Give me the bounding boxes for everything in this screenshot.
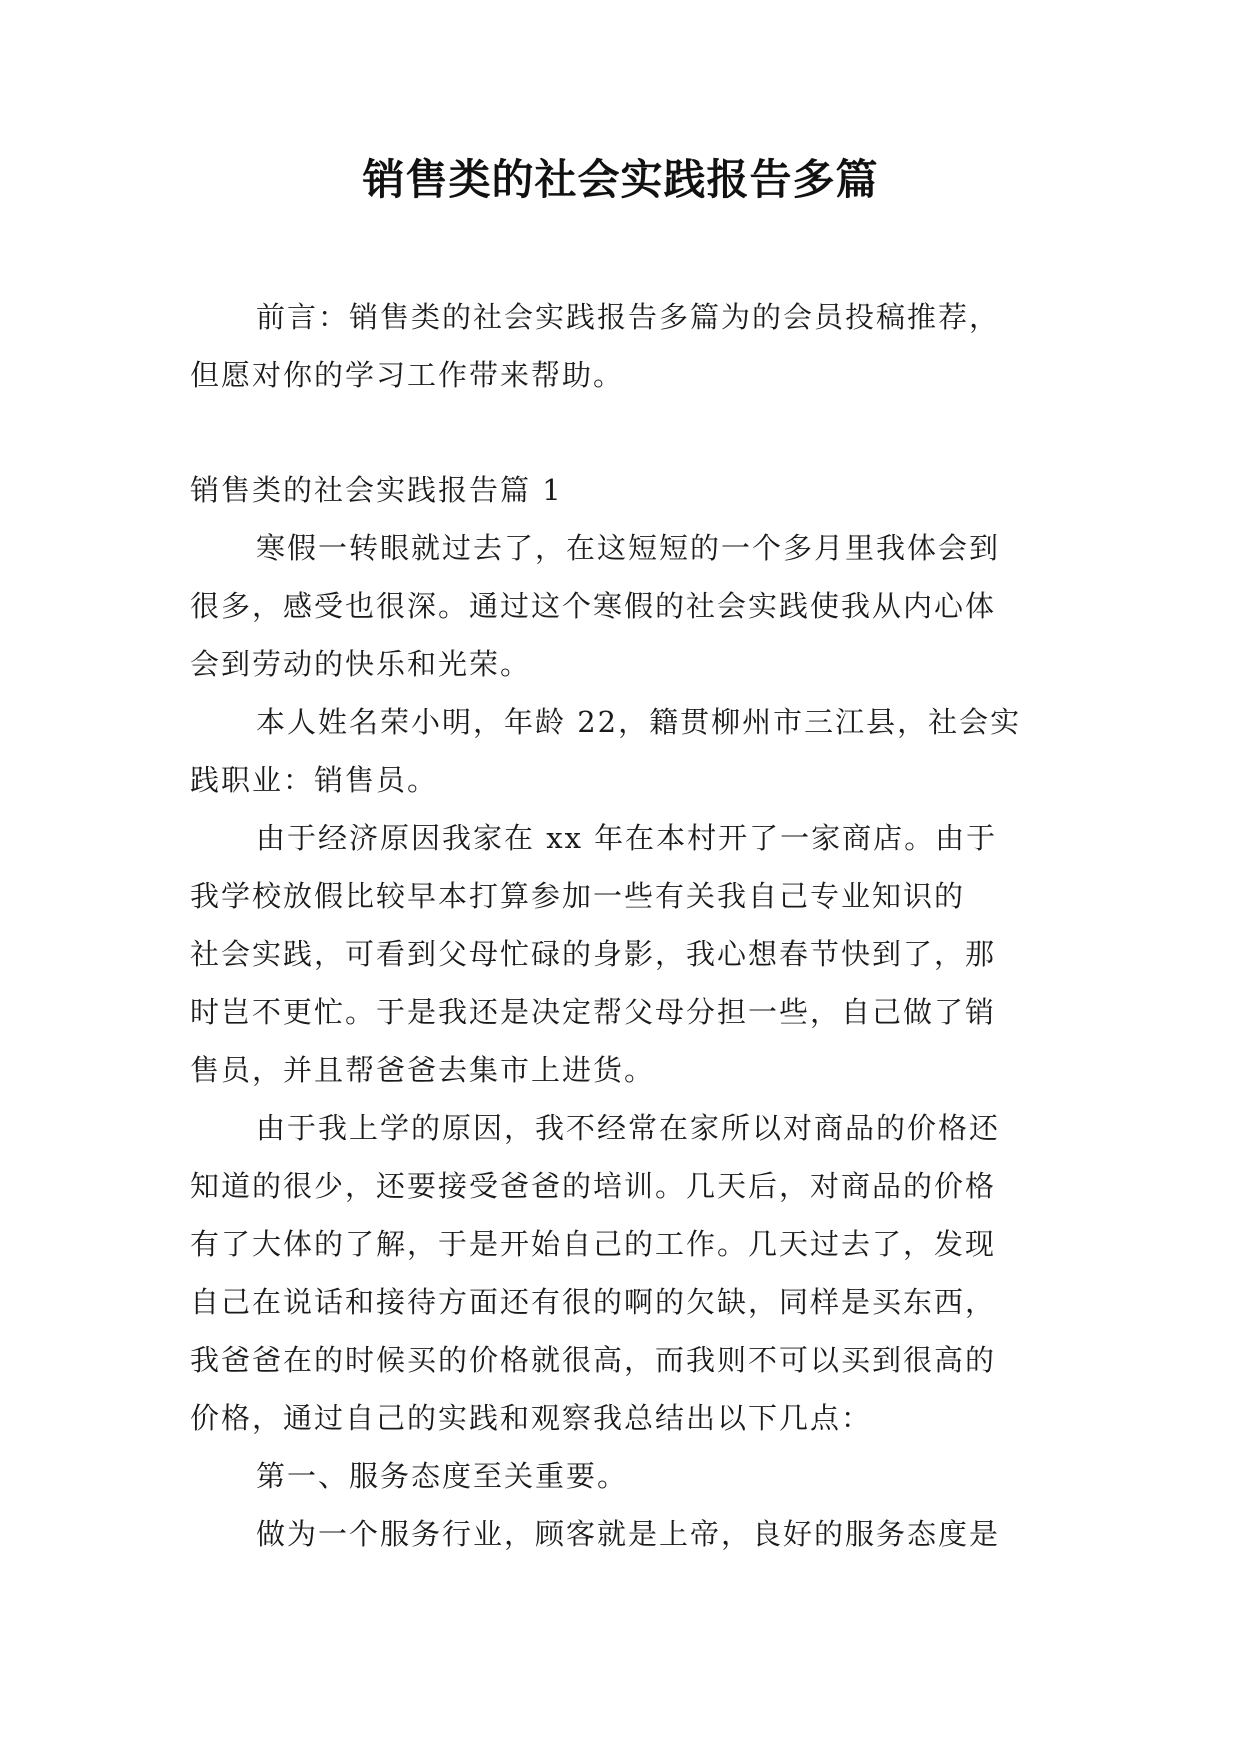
body-text [190,519,1060,1563]
paragraph [190,1505,1060,1563]
preface-paragraph [190,288,1060,404]
paragraph [190,1447,1060,1505]
paragraph-line: 有了大体的了解，于是开始自己的工作。几天过去了，发现 [190,1227,997,1261]
paragraph-line: 价格，通过自己的实践和观察我总结出以下几点： [190,1401,873,1435]
paragraph-line: 很多，感受也很深。通过这个寒假的社会实践使我从内心体 [190,589,997,623]
preface-line: 前言：销售类的社会实践报告多篇为的会员投稿推荐， [256,300,1001,334]
paragraph-line: 会到劳动的快乐和光荣。 [190,647,532,681]
document-title: 销售类的社会实践报告多篇 [362,155,879,204]
paragraph-line: 践职业：销售员。 [190,763,439,797]
paragraph-line: 社会实践，可看到父母忙碌的身影，我心想春节快到了，那 [190,937,997,971]
paragraph-line: 自己在说话和接待方面还有很的啊的欠缺，同样是买东西， [190,1285,997,1319]
paragraph-line: 我学校放假比较早本打算参加一些有关我自己专业知识的 [190,879,966,913]
section-heading-text: 销售类的社会实践报告篇 1 [190,473,563,507]
paragraph-line: 由于我上学的原因，我不经常在家所以对商品的价格还 [256,1111,1001,1145]
paragraph [190,809,1060,1099]
paragraph-line: 由于经济原因我家在 xx 年在本村开了一家商店。由于 [256,821,998,855]
paragraph-line: 本人姓名荣小明，年龄 22，籍贯柳州市三江县，社会实 [256,705,1022,739]
paragraph [190,693,1060,809]
paragraph-line: 我爸爸在的时候买的价格就很高，而我则不可以买到很高的 [190,1343,997,1377]
paragraph [190,519,1060,693]
section-heading [190,461,1060,519]
paragraph-line: 寒假一转眼就过去了，在这短短的一个多月里我体会到 [256,531,1001,565]
paragraph-line: 第一、服务态度至关重要。 [256,1459,629,1493]
paragraph [190,1099,1060,1447]
paragraph-line: 做为一个服务行业，顾客就是上帝，良好的服务态度是 [256,1517,1001,1551]
preface-line: 但愿对你的学习工作带来帮助。 [190,358,625,392]
paragraph-line: 售员，并且帮爸爸去集市上进货。 [190,1053,656,1087]
paragraph-line: 时岂不更忙。于是我还是决定帮父母分担一些，自己做了销 [190,995,997,1029]
paragraph-line: 知道的很少，还要接受爸爸的培训。几天后，对商品的价格 [190,1169,997,1203]
